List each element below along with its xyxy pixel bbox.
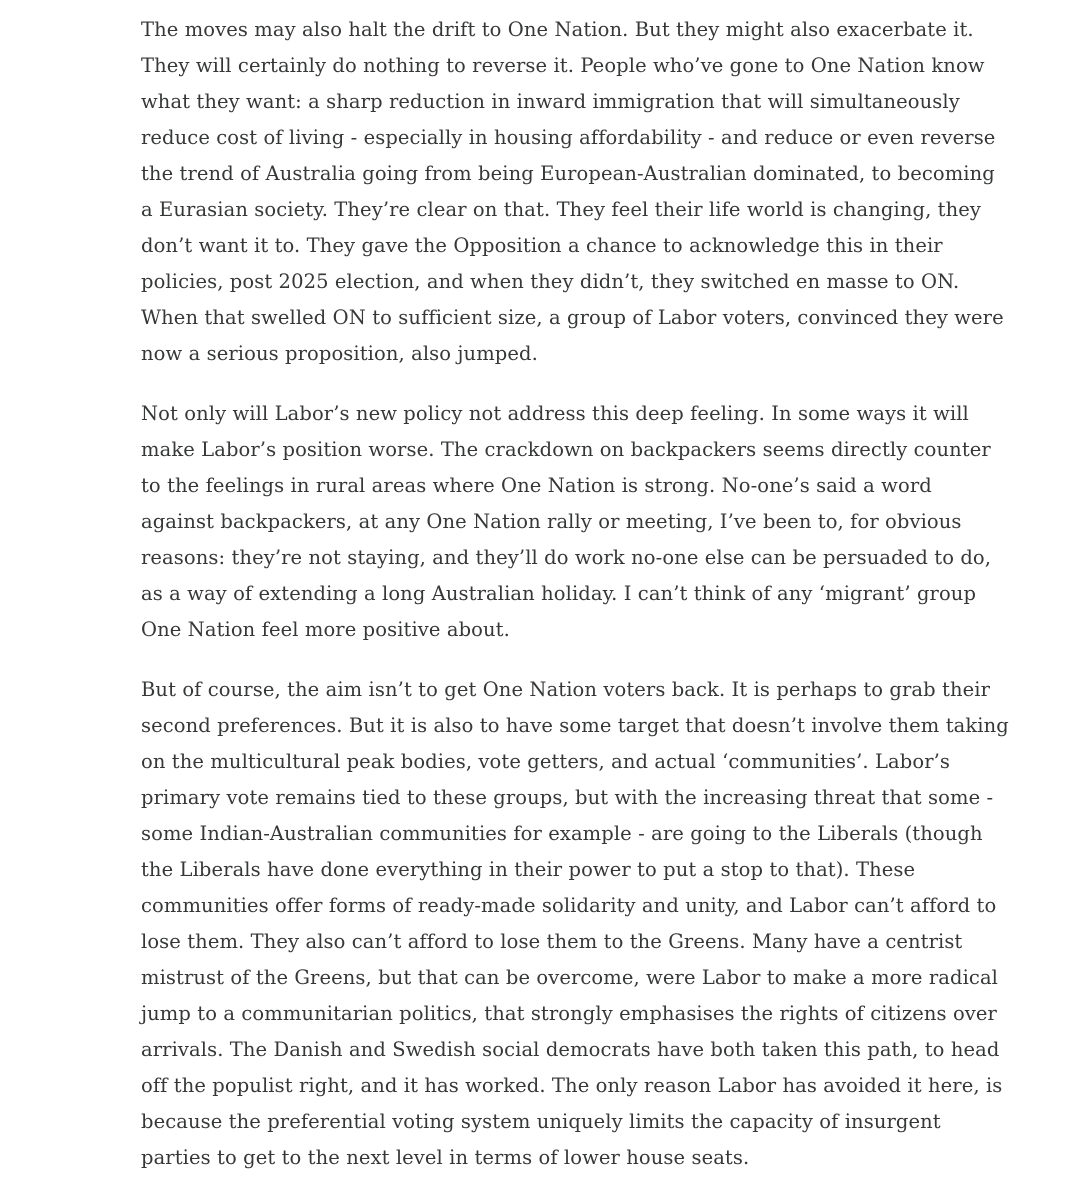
paragraph-communities-preferences: But of course, the aim isn’t to get One Nation voters back. It is perhaps to grab their second preferences. But it is also to have some target that doesn’t involve them taking on the multicultural peak bodies, vote getters, and actual ‘communities’. Labor’s primary vote remains tied to these groups, but with the increasing threat that some - some Indian-Australian communities for example - are going to the Liberals (though the Liberals have done everything in their power to put a stop to that). These communities offer forms of ready-made solidarity and unity, and Labor can’t afford to lose them. They also can’t afford to lose them to the Greens. Many have a centrist mistrust of the Greens, but that can be overcome, were Labor to make a more radical jump to a communitarian politics, that strongly emphasises the rights of citizens over arrivals. The Danish and Swedish social democrats have both taken this path, to head off the populist right, and it has worked. The only reason Labor has avoided it here, is because the preferential voting system uniquely limits the capacity of insurgent parties to get to the next level in terms of lower house seats. bbox=[141, 678, 1009, 1169]
paragraph-drift-to-one-nation: The moves may also halt the drift to One Nation. But they might also exacerbate it. They will certainly do nothing to reverse it. People who’ve gone to One Nation know what they want: a sharp reduction in inward immigration that will simultaneously reduce cost of living - especially in housing affordability - and reduce or even reverse the trend of Australia going from being European-Australian dominated, to becoming a Eurasian society. They’re clear on that. They feel their life world is changing, they don’t want it to. They gave the Opposition a chance to acknowledge this in their policies, post 2025 election, and when they didn’t, they switched en masse to ON. When that swelled ON to sufficient size, a group of Labor voters, convinced they were now a serious proposition, also jumped. bbox=[141, 18, 1004, 365]
paragraph-labor-policy-backpackers: Not only will Labor’s new policy not address this deep feeling. In some ways it will make Labor’s position worse. The crackdown on backpackers seems directly counter to the feelings in rural areas where One Nation is strong. No-one’s said a word against backpackers, at any One Nation rally or meeting, I’ve been to, for obvious reasons: they’re not staying, and they’ll do work no-one else can be persuaded to do, as a way of extending a long Australian holiday. I can’t think of any ‘migrant’ group One Nation feel more positive about. bbox=[141, 402, 992, 641]
article-body bbox=[141, 12, 1009, 1200]
